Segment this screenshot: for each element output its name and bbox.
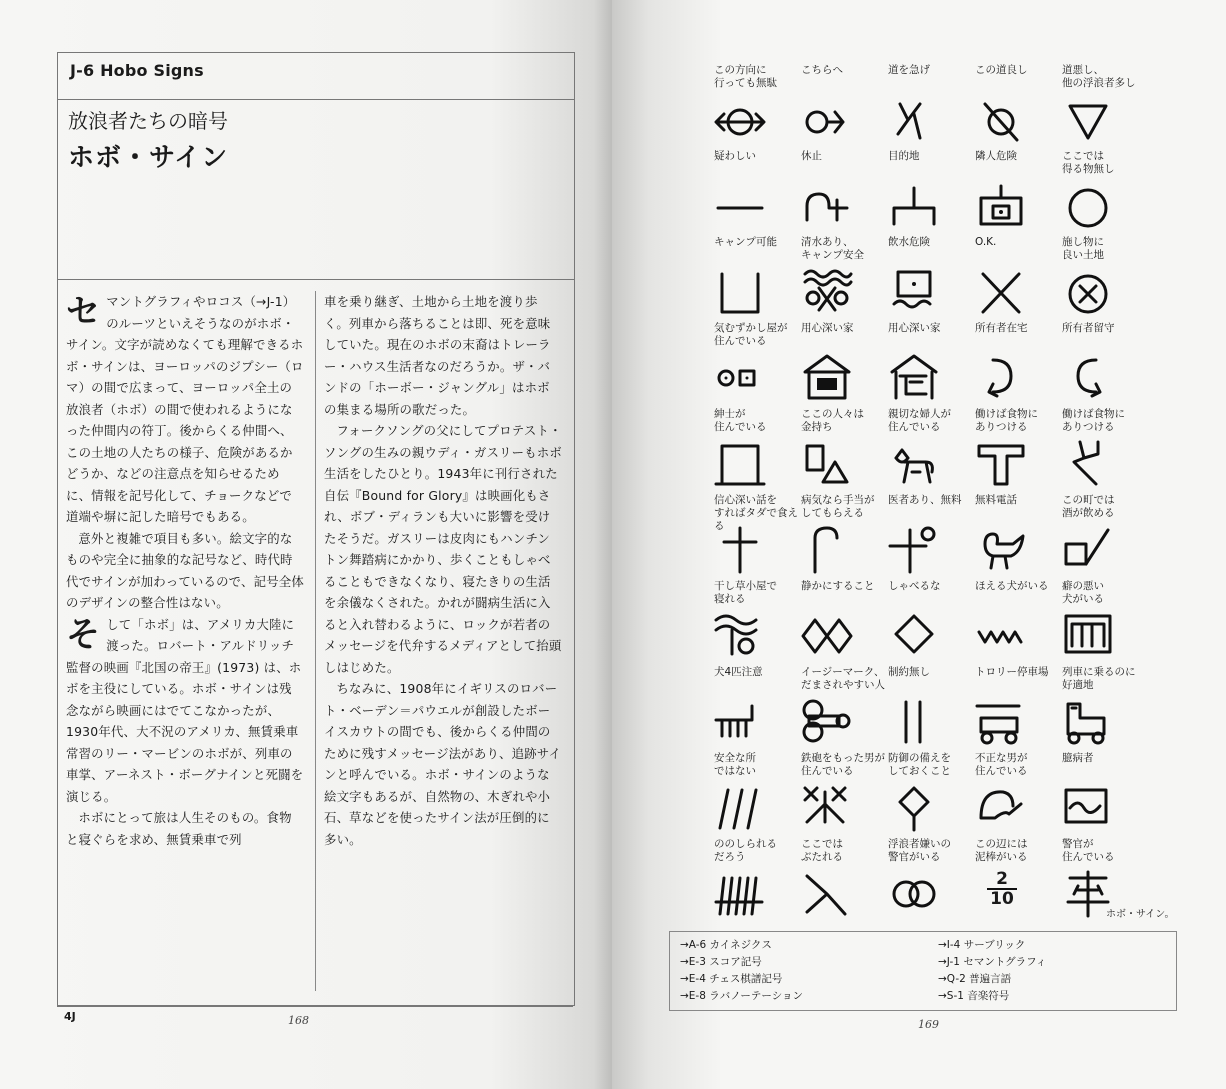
sign-label: 目的地	[888, 150, 920, 162]
sign-label: 犬4匹注意	[714, 666, 763, 678]
sign-label: この町では 酒が飲める	[1062, 494, 1115, 519]
column-divider	[315, 291, 316, 991]
page-number-left: 168	[288, 1014, 309, 1027]
hobo-sign-circle-x	[1060, 236, 1146, 322]
hobo-sign-hook-left	[1060, 322, 1146, 408]
sign-label: 安全な所 ではない	[714, 752, 756, 777]
hobo-sign-waves-t	[712, 580, 798, 666]
cross-reference-link[interactable]: →I-4 サーブリック	[938, 939, 1026, 951]
hobo-sign-double-diamond	[799, 580, 885, 666]
sign-label: 紳士が 住んでいる	[714, 408, 767, 433]
hobo-sign-rings	[886, 838, 972, 924]
hobo-sign-house	[799, 322, 885, 408]
hobo-sign-cross-circle	[886, 494, 972, 580]
sign-label: 働けば食物に ありつける	[975, 408, 1038, 433]
sign-label: 隣人危険	[975, 150, 1017, 162]
hobo-sign-zigzag	[886, 64, 972, 150]
hobo-sign-gate	[886, 150, 972, 236]
hobo-sign-zigzag-line	[973, 580, 1059, 666]
sign-label: キャンプ可能	[714, 236, 777, 248]
sign-label: 臆病者	[1062, 752, 1094, 764]
caption-note: ホボ・サイン。	[1106, 909, 1175, 920]
sign-label: O.K.	[975, 236, 997, 248]
sign-label: 干し草小屋で 寝れる	[714, 580, 777, 605]
hobo-sign-cart	[973, 666, 1059, 752]
section-title: J-6 Hobo Signs	[70, 61, 204, 80]
hobo-sign-square-wave	[886, 236, 972, 322]
hobo-sign-comb-partial	[712, 666, 798, 752]
sign-label: 所有者留守	[1062, 322, 1115, 334]
sign-label: ここの人々は 金持ち	[801, 408, 864, 433]
cross-reference-link[interactable]: →A-6 カイネジクス	[680, 939, 772, 951]
left-page	[0, 0, 612, 1089]
hobo-sign-tree-x	[799, 752, 885, 838]
hobo-sign-cat	[886, 408, 972, 494]
paragraph: 車を乗り継ぎ、土地から土地を渡り歩く。列車から落ちることは即、死を意味していた。現在のホボの末裔はトレーラー・ハウス生活者なのだろうか。ザ・バンドの「ホーボー・ジャングル」はホボの集まる場所の歌だった。	[324, 294, 551, 417]
sign-label: 用心深い家	[801, 322, 854, 334]
hobo-sign-circle-square	[712, 322, 798, 408]
sign-label: 道を急げ	[888, 64, 930, 76]
hobo-sign-hatch	[712, 838, 798, 924]
hobo-sign-box-wave	[1060, 752, 1146, 838]
hobo-sign-square-check	[1060, 494, 1146, 580]
sign-label: 警官が 住んでいる	[1062, 838, 1115, 863]
paragraph: ちなみに、1908年にイギリスのロバート・ベーデン＝パウエルが創設したボーイスカウトの間でも、後からくる仲間のために残すメッセージ法があり、追跡サインと呼んでいる。ホボ・サインのような絵文字もあるが、自然物の、木ぎれや小石、草などを使ったサイン法が圧倒的に多い。	[324, 681, 562, 847]
sign-label: 制約無し	[888, 666, 930, 678]
sign-label: イージーマーク、 だまされやすい人	[801, 666, 885, 691]
hobo-sign-cane	[799, 494, 885, 580]
paragraph: ホボにとって旅は人生そのもの。食物と寝ぐらを求め、無賃乗車で列	[66, 810, 292, 847]
hobo-sign-cross	[712, 494, 798, 580]
header-divider	[58, 279, 574, 280]
section-header	[58, 53, 574, 100]
hobo-sign-train	[1060, 666, 1146, 752]
paragraph: フォークソングの父にしてプロテスト・ソングの生みの親ウディ・ガスリーもホボ生活をしたひとり。1943年に刊行された自伝『Bound for Glory』は映画化もされ、ボブ・ディランも大いに影響を受けたそうだ。ガスリーは皮肉にもハンチントン舞踏病にかかり、歩くこともしゃべることもできなくなり、寝たきりの生活を余儀なくされた。かれが闘病生活に入ると入れ替わるように、ロックが若者のメッセージを代弁するメディアとして抬頭しはじめた。	[324, 423, 562, 675]
footer-rule	[57, 1006, 573, 1007]
sign-label: ののしられる だろう	[714, 838, 777, 863]
hobo-sign-circle-cross-arrows	[712, 64, 798, 150]
sign-label: 道悪し、 他の浮浪者多し	[1062, 64, 1136, 89]
sign-label: この辺には 泥棒がいる	[975, 838, 1028, 863]
hobo-sign-water-x	[799, 236, 885, 322]
hobo-sign-circle-slash	[973, 64, 1059, 150]
sign-label: 気むずかし屋が 住んでいる	[714, 322, 788, 347]
paragraph: セマントグラフィやロコス（→J-1）のルーツといえそうなのがホボ・サイン。文字が読めなくても理解できるホボ・サインは、ヨーロッパのジプシー（ロマ）の間で広まって、ヨーロッパ全土の放浪者（ホボ）の間で使われるようになった仲間内の符丁。後からくる仲間へ、この土地の人たちの様子、危険があるかどうか、などの注意点を知らせるために、情報を記号化して、チョークなどで道端や塀に記した暗号でもある。	[66, 292, 304, 524]
folio: 4J	[64, 1010, 76, 1023]
cross-reference-link[interactable]: →J-1 セマントグラフィ	[938, 956, 1047, 968]
hobo-sign-circle	[1060, 150, 1146, 236]
hobo-sign-diamond-stem	[886, 752, 972, 838]
hobo-sign-diamond	[886, 580, 972, 666]
sign-label: 用心深い家	[888, 322, 941, 334]
sign-label: ここでは ぶたれる	[801, 838, 843, 863]
text-column-2	[324, 291, 562, 850]
sign-label: 防御の備えを しておくこと	[888, 752, 951, 777]
sign-label: 浮浪者嫌いの 警官がいる	[888, 838, 951, 863]
subtitle-jp: 放浪者たちの暗号	[68, 109, 228, 133]
sign-label: 疑わしい	[714, 150, 756, 162]
sign-label: 列車に乗るのに 好適地	[1062, 666, 1136, 691]
drop-cap: セ	[66, 292, 101, 332]
article-frame	[57, 52, 575, 1006]
hobo-sign-t-shape	[973, 408, 1059, 494]
hobo-sign-bird	[973, 494, 1059, 580]
sign-label: この方向に 行っても無駄	[714, 64, 777, 89]
sign-label: 鉄砲をもった男が 住んでいる	[801, 752, 885, 777]
hobo-sign-circle-arrow	[799, 64, 885, 150]
sign-label: 病気なら手当が してもらえる	[801, 494, 875, 519]
sign-label: こちらへ	[801, 64, 843, 76]
sign-label: 休止	[801, 150, 822, 162]
hobo-sign-u-shape	[712, 236, 798, 322]
hobo-sign-hook-right	[973, 322, 1059, 408]
cross-reference-link[interactable]: →Q-2 普遍言語	[938, 973, 1012, 985]
hobo-sign-hook-wave	[973, 752, 1059, 838]
sign-label: この道良し	[975, 64, 1028, 76]
sign-label: 飲水危険	[888, 236, 930, 248]
hobo-sign-comb-box	[1060, 580, 1146, 666]
paragraph: そして「ホボ」は、アメリカ大陸に渡った。ロバート・アルドリッチ監督の映画『北国の帝王』(1973) は、ホボを主役にしている。ホボ・サインは残念ながら映画にはでてこなかったが、1930年代、大不況のアメリカ、無賃乗車常習のリー・マービンのホボが、列車の車掌、アーネスト・ボーグナインと死闘を演じる。	[66, 614, 304, 804]
sign-label: 静かにすること	[801, 580, 875, 592]
hobo-sign-x-mark	[973, 236, 1059, 322]
hobo-sign-lambda	[799, 838, 885, 924]
hobo-sign-square-triangle	[799, 408, 885, 494]
refs-right	[938, 937, 1046, 1005]
hobo-sign-circles-bar	[799, 666, 885, 752]
refs-left	[680, 937, 803, 1005]
sign-label: 癖の悪い 犬がいる	[1062, 580, 1104, 605]
hobo-sign-horizontal-line	[712, 150, 798, 236]
sign-label: 無料電話	[975, 494, 1017, 506]
sign-label: 所有者在宅	[975, 322, 1028, 334]
sign-label: 親切な婦人が 住んでいる	[888, 408, 951, 433]
sign-label: 信心深い話を すればタダで食える	[714, 494, 798, 532]
sign-label: ここでは 得る物無し	[1062, 150, 1115, 175]
title-jp: ホボ・サイン	[68, 143, 229, 173]
page-number-right: 169	[918, 1018, 939, 1031]
hobo-sign-double-line	[886, 666, 972, 752]
text-column-1	[66, 291, 304, 850]
cross-reference-link[interactable]: →S-1 音楽符号	[938, 990, 1010, 1002]
sign-label: ほえる犬がいる	[975, 580, 1049, 592]
sign-label: 施し物に 良い土地	[1062, 236, 1104, 261]
fraction-icon: 2 10	[987, 870, 1017, 908]
sign-label: 働けば食物に ありつける	[1062, 408, 1125, 433]
hobo-sign-triangle-down	[1060, 64, 1146, 150]
sign-label: 不正な男が 住んでいる	[975, 752, 1028, 777]
hobo-sign-doorway	[712, 408, 798, 494]
drop-cap: そ	[66, 614, 101, 655]
hobo-sign-arch-cross	[799, 150, 885, 236]
cross-reference-box	[669, 931, 1177, 1011]
hobo-sign-fraction	[973, 838, 1059, 924]
hobo-sign-box-dot	[973, 150, 1059, 236]
sign-label: 清水あり、 キャンプ安全	[801, 236, 864, 261]
hobo-sign-house-2	[886, 322, 972, 408]
sign-label: しゃべるな	[888, 580, 941, 592]
hobo-sign-triple-slash	[712, 752, 798, 838]
sign-label: トロリー停車場	[975, 666, 1049, 678]
cross-reference-link[interactable]: →E-3 スコア記号	[680, 956, 762, 968]
paragraph: 意外と複雑で項目も多い。絵文字的なものや完全に抽象的な記号など、時代時代でサインが加わっているので、記号全体のデザインの整合性はない。	[66, 530, 304, 610]
sign-label: 医者あり、無料	[888, 494, 962, 506]
hobo-sign-lightning	[1060, 408, 1146, 494]
cross-reference-link[interactable]: →E-4 チェス棋譜記号	[680, 973, 783, 985]
cross-reference-link[interactable]: →E-8 ラバノーテーション	[680, 990, 804, 1002]
